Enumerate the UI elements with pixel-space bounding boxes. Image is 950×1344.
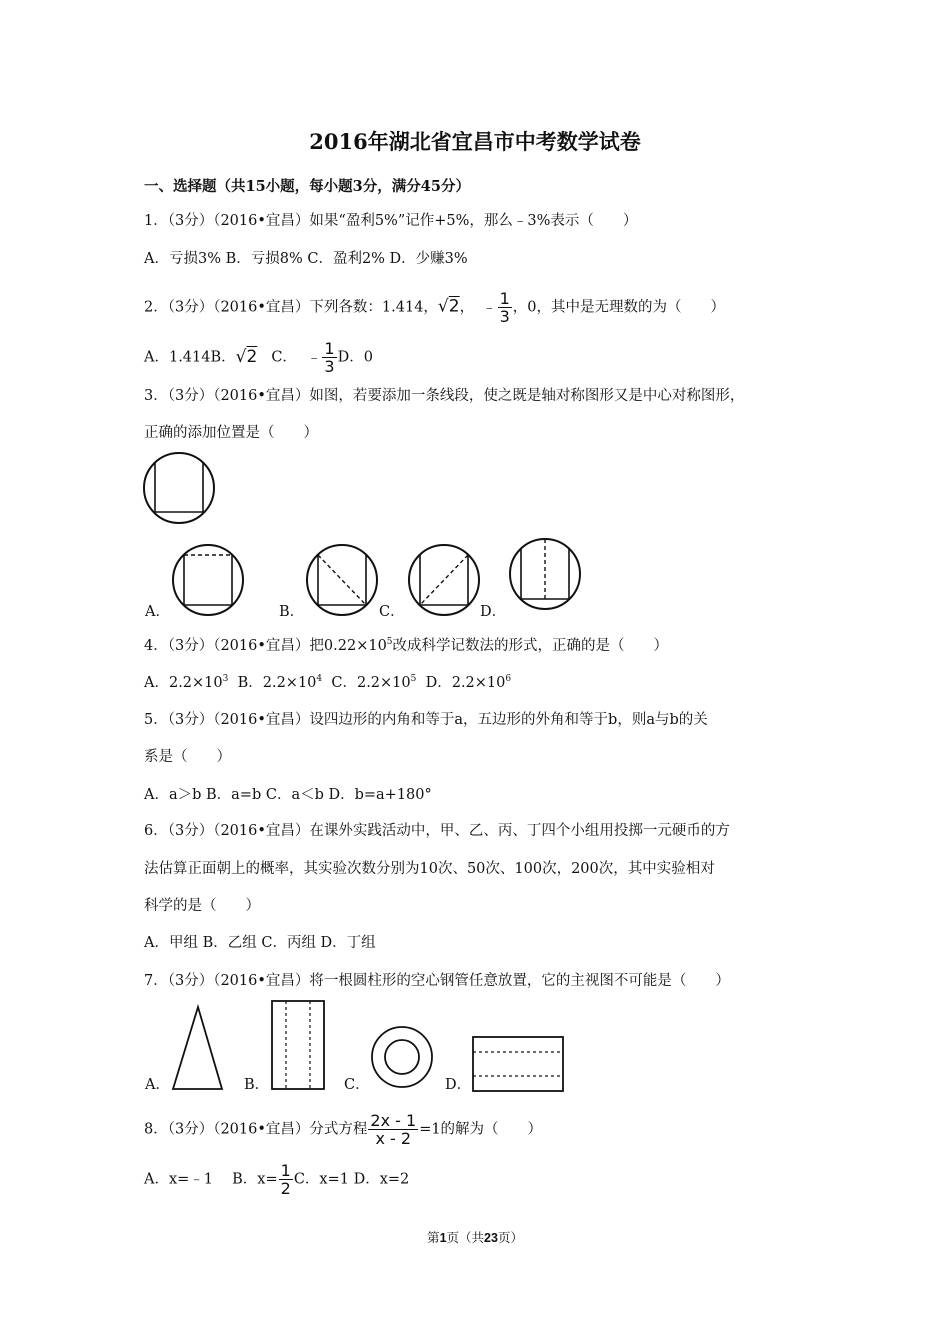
q3-option-a-label: A． bbox=[145, 604, 170, 620]
question-3-line-1: 3．（3分）（2016•宜昌）如图，若要添加一条线段，使之既是轴对称图形又是中心对称图形， bbox=[144, 388, 745, 404]
question-3-line-2: 正确的添加位置是（ ） bbox=[144, 425, 318, 441]
question-6-options: A．甲组 B．乙组 C．丙组 D．丁组 bbox=[144, 935, 376, 951]
q7-option-c-label: C． bbox=[344, 1077, 370, 1093]
question-2-options: A．1.414B．√2 C． ﹣ $\frac{1}{3}$ D．0 bbox=[144, 339, 373, 376]
q7-option-d-rectangle bbox=[471, 1035, 565, 1093]
q7-option-a-triangle bbox=[170, 1005, 226, 1091]
q7-option-d-label: D． bbox=[445, 1077, 472, 1093]
q3-option-c-figure bbox=[407, 543, 483, 617]
q3-option-d-label: D． bbox=[480, 604, 507, 620]
q3-option-b-label: B． bbox=[279, 604, 305, 620]
question-1-stem: 1．（3分）（2016•宜昌）如果“盈利5%”记作+5%，那么﹣3%表示（ ） bbox=[144, 213, 638, 229]
q3-option-d-figure bbox=[508, 537, 584, 611]
q7-option-a-label: A． bbox=[145, 1077, 170, 1093]
question-2-stem: 2．（3分）（2016•宜昌）下列各数：1.414，√2， ﹣ $\frac{1}{3}$ ，0，其中是无理数的为（ ） bbox=[144, 289, 726, 326]
question-4-options: A．$2.2\times 10^3$ B．$2.2\times 10^4$ C．$2.2\times 10^5$ D．$2.2\times 10^6$ bbox=[144, 674, 512, 691]
q2-text-b: ，0，其中是无理数的为（ ） bbox=[512, 299, 726, 316]
question-7-stem: 7．（3分）（2016•宜昌）将一根圆柱形的空心钢管任意放置，它的主视图不可能是（ ） bbox=[144, 973, 730, 989]
sqrt-2-symbol: √2 bbox=[437, 296, 460, 317]
question-8-stem: 8．（3分）（2016•宜昌）分式方程 $\frac{2x - 1}{x - 2}$ =1的解为（ ） bbox=[144, 1111, 543, 1148]
question-5-line-2: 系是（ ） bbox=[144, 749, 231, 765]
q2-text-a: 2．（3分）（2016•宜昌）下列各数：1.414， bbox=[144, 299, 438, 316]
q3-main-figure bbox=[142, 452, 218, 524]
page-number: 1 bbox=[439, 1231, 447, 1245]
fraction-one-third: $\frac{1}{3}$ bbox=[324, 339, 335, 376]
question-5-line-1: 5．（3分）（2016•宜昌）设四边形的内角和等于a，五边形的外角和等于b，则a与b的关 bbox=[144, 712, 708, 728]
question-8-options: A．x=﹣1 B．x= $\frac{1}{2}$ C．x=1 D．x=2 bbox=[144, 1161, 410, 1198]
question-6-line-2: 法估算正面朝上的概率，其实验次数分别为10次、50次、100次，200次，其中实验相对 bbox=[144, 861, 715, 877]
sqrt-2-symbol: √2 bbox=[235, 346, 258, 367]
question-6-line-3: 科学的是（ ） bbox=[144, 898, 260, 914]
q3-option-a-figure bbox=[171, 543, 247, 617]
q7-option-c-ring bbox=[370, 1025, 434, 1089]
fraction-one-half: $\frac{1}{2}$ bbox=[280, 1161, 291, 1198]
question-6-line-1: 6．（3分）（2016•宜昌）在课外实践活动中，甲、乙、丙、丁四个小组用投掷一元硬币的方 bbox=[144, 823, 730, 839]
page-footer: 第1页（共23页） bbox=[427, 1230, 523, 1245]
q3-option-b-figure bbox=[305, 543, 381, 617]
q7-option-b-label: B． bbox=[244, 1077, 270, 1093]
q7-option-b-rectangle bbox=[270, 999, 326, 1091]
section-heading: 一、选择题（共15小题，每小题3分，满分45分） bbox=[144, 178, 470, 195]
fraction-equation: $\frac{2x - 1}{x - 2}$ bbox=[370, 1111, 417, 1148]
question-5-options: A．a＞b B．a=b C．a＜b D．b=a+180° bbox=[144, 787, 432, 803]
page-total: 23 bbox=[484, 1231, 498, 1245]
q3-option-c-label: C． bbox=[379, 604, 405, 620]
question-4-stem: 4．（3分）（2016•宜昌）把$0.22\times 10^5$改成科学记数法的形式，正确的是（ ） bbox=[144, 637, 669, 654]
fraction-one-third: $\frac{1}{3}$ bbox=[499, 289, 510, 326]
page-title: 2016年湖北省宜昌市中考数学试卷 bbox=[309, 129, 641, 154]
question-1-options: A．亏损3% B．亏损8% C．盈利2% D．少赚3% bbox=[144, 251, 468, 267]
